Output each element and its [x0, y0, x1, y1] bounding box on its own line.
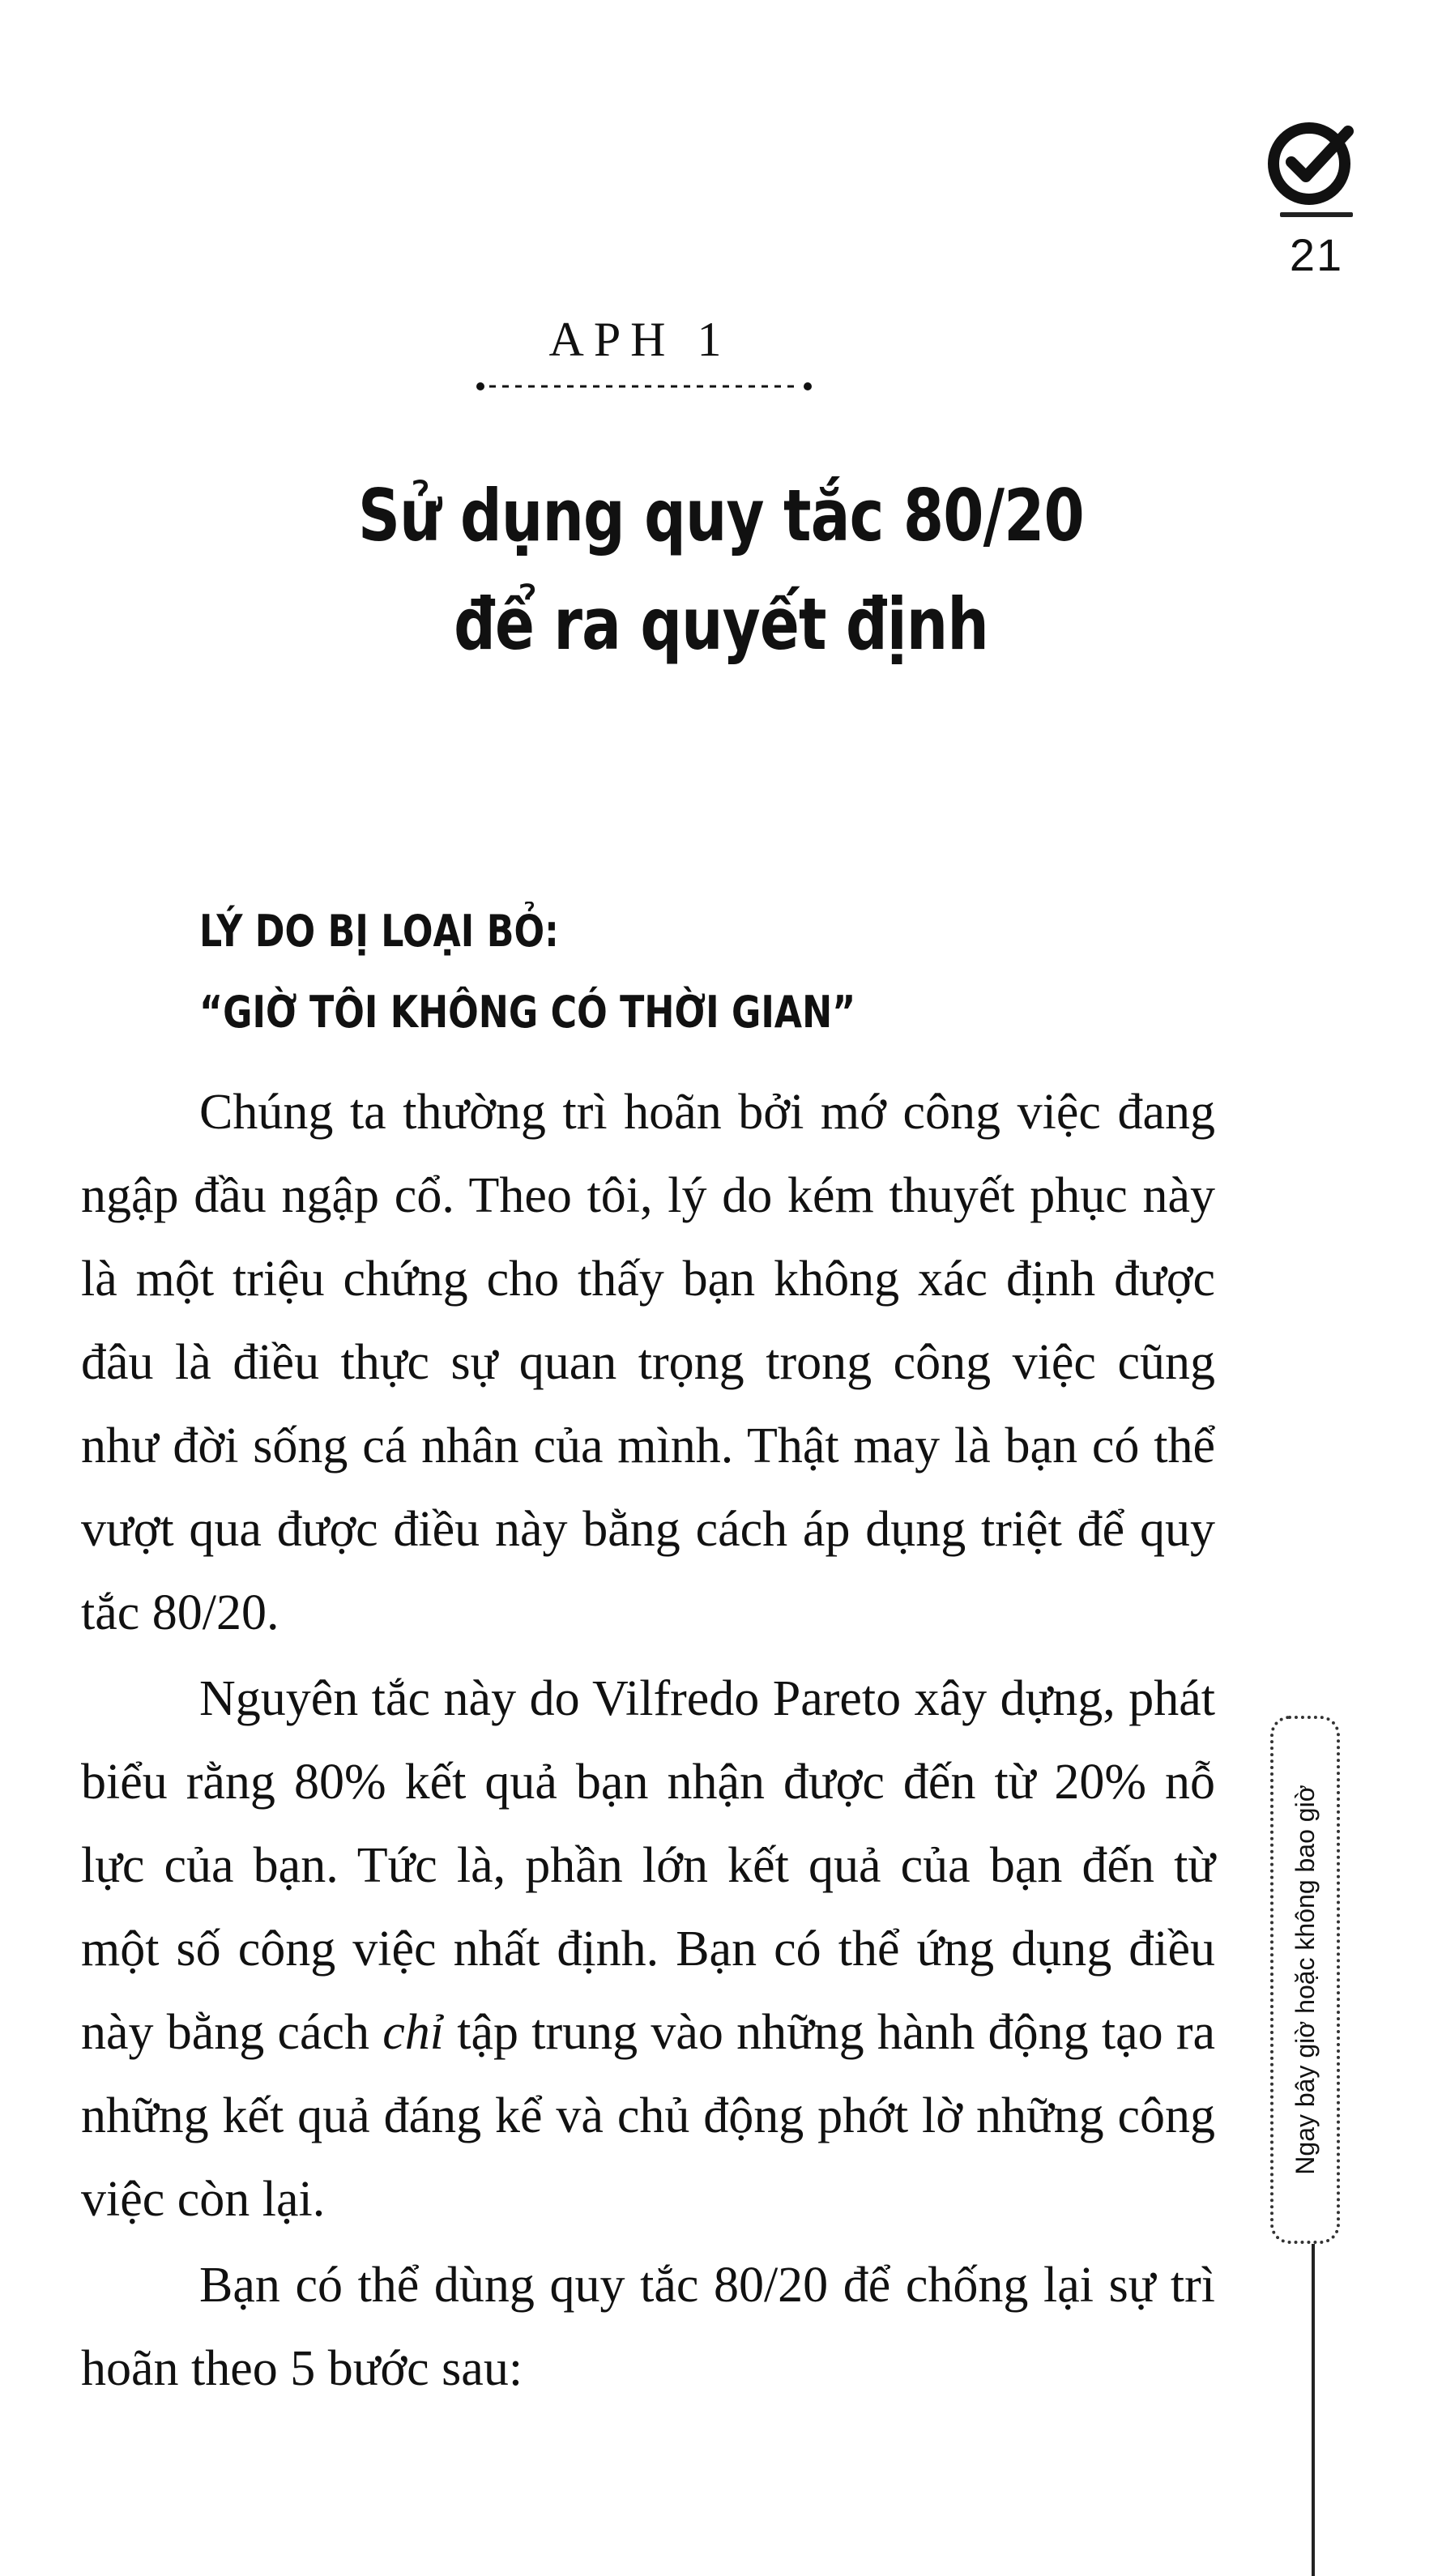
- paragraph-3: Bạn có thể dùng quy tắc 80/20 để chống lại sự trì hoãn theo 5 bước sau:: [81, 2258, 1215, 2396]
- chapter-title: [262, 462, 1180, 679]
- side-tab-text: Ngay bây giờ hoặc không bao giờ: [1291, 1785, 1320, 2175]
- chapter-title-line-1: Sử dụng quy tắc 80/20: [358, 474, 1084, 557]
- section-heading-line-2: “GIỜ TÔI KHÔNG CÓ THỜI GIAN”: [199, 987, 856, 1038]
- page-number: 21: [1289, 229, 1344, 280]
- paragraph-2: [81, 1657, 1215, 2241]
- paragraph-2-text-b: tập trung vào những hành động tạo ra những kết quả đáng kể và chủ động phớt lờ những công việc còn lại.: [81, 2005, 1216, 2227]
- chapter-label: APH 1: [548, 313, 732, 366]
- chapter-divider: [475, 381, 813, 392]
- page-number-rule: [1280, 212, 1353, 217]
- side-tab-line: [1312, 2244, 1315, 2576]
- paragraph-2-emphasis: chỉ: [382, 2005, 445, 2060]
- section-heading: [199, 891, 1063, 1053]
- paragraph-1: Chúng ta thường trì hoãn bởi mớ công việc đang ngập đầu ngập cổ. Theo tôi, lý do kém thuyết phục này là một triệu chứng cho thấy bạn không xác định được đâu là điều thực sự quan trọng trong công việc cũng như đời sống cá nhân của mình. Thật may là bạn có thể vượt qua được điều này bằng cách áp dụng triệt để quy tắc 80/20.: [81, 1085, 1215, 1640]
- chapter-title-line-2: để ra quyết định: [454, 582, 988, 666]
- paragraph-2-text-a: Nguyên tắc này do Vilfredo Pareto xây dựng, phát biểu rằng 80% kết quả bạn nhận được đến từ 20% nỗ lực của bạn. Tức là, phần lớn kết quả của bạn đến từ một số công việc nhất định. Bạn có thể ứng dụng điều này bằng cách: [81, 1671, 1215, 2060]
- section-heading-line-1: LÝ DO BỊ LOẠI BỎ:: [199, 906, 559, 957]
- clock-check-icon: [1264, 113, 1361, 211]
- body-text: [81, 1071, 1215, 2411]
- side-tab: [1270, 1716, 1340, 2244]
